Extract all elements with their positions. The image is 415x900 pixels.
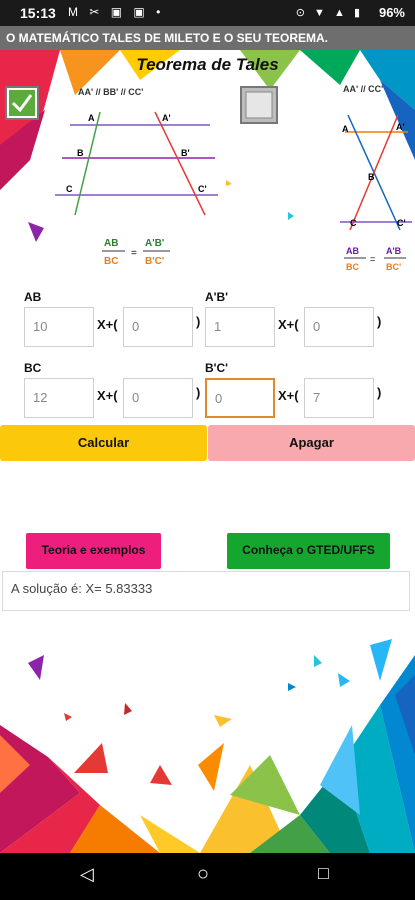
- point-b: B: [77, 148, 84, 158]
- bpcp-label: B'C': [205, 361, 229, 375]
- status-bar: [0, 0, 415, 26]
- ab-close-paren: ): [196, 314, 201, 329]
- ratio2-apb: A'B: [386, 246, 402, 256]
- ab-input[interactable]: 10: [24, 307, 94, 347]
- calculate-button[interactable]: Calcular: [0, 425, 207, 461]
- footer-artwork: [0, 615, 415, 853]
- bc-input[interactable]: 12: [24, 378, 94, 418]
- ratio2-bcp: BC': [386, 262, 402, 272]
- decor-triangle: [288, 212, 294, 220]
- d2-point-a: A: [342, 124, 349, 134]
- bc-label: BC: [24, 361, 42, 375]
- apbp-x-input[interactable]: 0: [304, 307, 374, 347]
- decor-triangle: [28, 222, 44, 242]
- result-box: [2, 571, 410, 611]
- apbp-input[interactable]: 1: [205, 307, 275, 347]
- ratio1-bc: BC: [104, 256, 119, 267]
- ratio1-equals: =: [131, 248, 137, 259]
- bc-x-plus: X+(: [97, 388, 118, 403]
- point-c: C: [66, 184, 73, 194]
- bc-x-input[interactable]: 0: [123, 378, 193, 418]
- apbp-x-plus: X+(: [278, 317, 299, 332]
- bpcp-x-input[interactable]: 7: [304, 378, 374, 418]
- decor-triangle: [226, 180, 232, 186]
- d2-point-a-prime: A': [396, 122, 405, 132]
- ratio2-equals: =: [370, 254, 376, 264]
- bc-close-paren: ): [196, 385, 201, 400]
- ratio2-ab: AB: [346, 246, 359, 256]
- ratio2-bc: BC: [346, 262, 359, 272]
- point-c-prime: C': [198, 184, 207, 194]
- gted-button[interactable]: Conheça o GTED/UFFS: [227, 533, 390, 569]
- system-nav-bar: [0, 853, 415, 900]
- case2-checkbox[interactable]: [241, 87, 277, 123]
- ab-x-plus: X+(: [97, 317, 118, 332]
- battery-level: 96%: [378, 5, 405, 20]
- app-title-bar: [0, 26, 415, 50]
- bpcp-close-paren: ): [377, 385, 382, 400]
- home-icon[interactable]: ○: [197, 863, 210, 885]
- back-icon[interactable]: ◁: [80, 864, 94, 884]
- point-b-prime: B': [181, 148, 190, 158]
- d2-point-c-prime: C': [397, 218, 406, 228]
- diagram2-parallels: AA' // CC': [343, 84, 384, 94]
- clear-button[interactable]: Apagar: [208, 425, 415, 461]
- apbp-close-paren: ): [377, 314, 382, 329]
- bpcp-input[interactable]: 0: [205, 378, 275, 418]
- ab-x-input[interactable]: 0: [123, 307, 193, 347]
- d2-point-c: C: [350, 218, 357, 228]
- bpcp-x-plus: X+(: [278, 388, 299, 403]
- ratio1-bpcp: B'C': [145, 256, 165, 267]
- ratio1-ab: AB: [104, 238, 119, 249]
- app-title: O MATEMÁTICO TALES DE MILETO E O SEU TEOREMA.: [6, 31, 329, 45]
- d2-point-b: B: [368, 172, 375, 182]
- diagram1-parallels: AA' // BB' // CC': [78, 87, 144, 97]
- point-a-prime: A': [162, 113, 171, 123]
- result-text: A solução é: X= 5.83333: [11, 581, 153, 596]
- ratio1-apbp: A'B': [145, 238, 165, 249]
- notification-icons: M ✂ ▣ ▣ •: [68, 5, 165, 19]
- case1-checkbox[interactable]: [6, 87, 38, 119]
- point-a: A: [88, 113, 95, 123]
- ab-label: AB: [24, 290, 42, 304]
- status-time: 15:13: [20, 5, 56, 21]
- header-artwork: [0, 50, 415, 295]
- theory-button[interactable]: Teoria e exemplos: [26, 533, 161, 569]
- system-icons: ⊙ ▼ ▲ ▮: [295, 7, 363, 19]
- apbp-label: A'B': [205, 290, 229, 304]
- recent-apps-icon[interactable]: □: [318, 863, 329, 883]
- page-subtitle: Teorema de Tales: [136, 55, 279, 74]
